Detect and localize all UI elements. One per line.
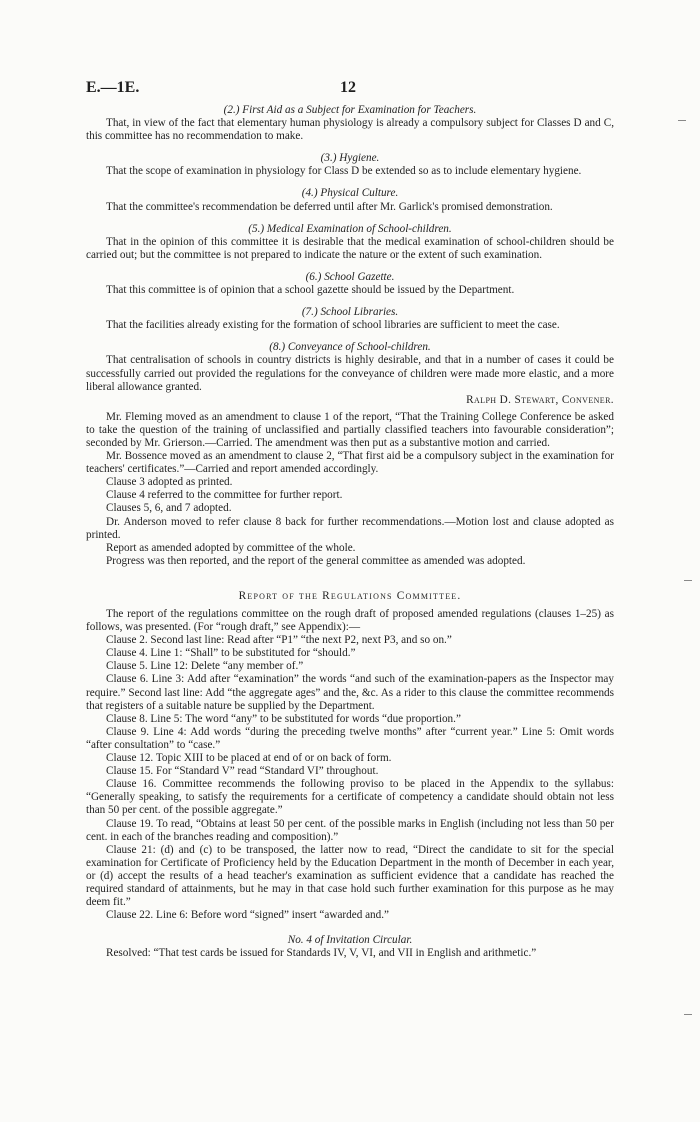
paragraph-clause-21: Clause 21: (d) and (c) to be transposed, the latter now to read, “Direct the candidate to sit for the special examination for Certificate of Proficiency held by the Education Department in the month of December in each year, or (d) accept the results of a head teacher's examination as sufficient evidence that a candidate has reached the required standard of attainments, but he may in that case hold such further examination for this purpose as he may deem fit.” [86,843,614,909]
paragraph-school-libraries: That the facilities already existing for the formation of school libraries are sufficient to meet the case. [106,319,560,332]
line-clause-4: Clause 4 referred to the committee for further report. [106,489,343,502]
paragraph-regulations-intro: The report of the regulations committee on the rough draft of proposed amended regulations (clauses 1–25) as follows, was presented. (For “rough draft,” see Appendix):— [86,608,614,634]
heading-school-gazette: (6.) School Gazette. [305,270,395,283]
paragraph-hygiene: That the scope of examination in physiology for Class D be extended so as to include elementary hygiene. [106,165,582,178]
paragraph-conveyance: That centralisation of schools in country districts is highly desirable, and that in a number of cases it could be successfully carried out provided the regulations for the conveyance of children were made more elastic, and a more liberal allowance granted. [86,354,614,393]
line-clause-12: Clause 12. Topic XIII to be placed at end of or on back of form. [106,752,392,765]
paragraph-physical-culture: That the committee's recommendation be deferred until after Mr. Garlick's promised demonstration. [106,200,553,213]
document-body [86,104,614,960]
margin-mark-middle [684,580,692,581]
heading-hygiene: (3.) Hygiene. [320,152,380,165]
heading-school-libraries: (7.) School Libraries. [301,306,399,319]
heading-first-aid: (2.) First Aid as a Subject for Examination for Teachers. [223,104,477,116]
paragraph-school-gazette: That this committee is of opinion that a school gazette should be issued by the Department. [106,284,515,297]
margin-mark-top [678,120,686,121]
paragraph-fleming-amendment: Mr. Fleming moved as an amendment to clause 1 of the report, “That the Training College Conference be asked to take the question of the training of unclassified and partially classified teachers into favourable consideration”; seconded by Mr. Grierson.—Carried. The amendment was then put as a substantive motion and carried. [86,410,614,449]
signature-convener: Ralph D. Stewart, Convener. [466,393,614,406]
line-clause-2: Clause 2. Second last line: Read after “P1” “the next P2, next P3, and so on.” [106,634,452,647]
paragraph-clause-6: Clause 6. Line 3: Add after “examination” the words “and such of the examination-papers as the Inspector may require.” Second last line: Add “the aggregate ages” and the, &c. As a rider to this clause the committee recommends that registers of a suitable nature be supplied by the Department. [86,673,614,712]
line-clause-8: Clause 8. Line 5: The word “any” to be substituted for words “due proportion.” [106,712,461,725]
line-clause-3: Clause 3 adopted as printed. [106,476,233,489]
paragraph-clause-9: Clause 9. Line 4: Add words “during the preceding twelve months” after “current year.” Line 5: Omit words “after consultation” to “case.” [86,725,614,751]
heading-physical-culture: (4.) Physical Culture. [301,187,399,200]
paragraph-clause-16: Clause 16. Committee recommends the following proviso to be placed in the Appendix to the syllabus: “Generally speaking, to satisfy the requirements for a certificate of competency a candidate should obtain not less than 50 per cent. of the possible aggregate.” [86,778,614,817]
line-clause-5: Clause 5. Line 12: Delete “any member of.” [106,660,304,673]
paragraph-progress-reported: Progress was then reported, and the report of the general committee as amended was adopted. [106,554,526,567]
heading-invitation-circular: No. 4 of Invitation Circular. [287,934,413,947]
paragraph-clause-19: Clause 19. To read, “Obtains at least 50 per cent. of the possible marks in English (including not less than 50 per cent. in each of the branches reading and composition).” [86,817,614,843]
line-report-adopted: Report as amended adopted by committee of the whole. [106,541,356,554]
line-clauses-5-7: Clauses 5, 6, and 7 adopted. [106,502,232,515]
margin-mark-bottom [684,1014,692,1015]
paragraph-first-aid: That, in view of the fact that elementary human physiology is already a compulsory subject for Classes D and C, this committee has no recommendation to make. [86,117,614,143]
heading-conveyance: (8.) Conveyance of School-children. [269,341,431,354]
line-clause-15: Clause 15. For “Standard V” read “Standard VI” throughout. [106,765,379,778]
page-number: 12 [340,79,356,96]
heading-medical-examination: (5.) Medical Examination of School-children. [248,222,452,235]
section-heading-regulations: Report of the Regulations Committee. [238,589,462,602]
line-clause-4-regs: Clause 4. Line 1: “Shall” to be substituted for “should.” [106,647,356,660]
document-reference: E.—1E. [86,79,140,96]
paragraph-bossence-amendment: Mr. Bossence moved as an amendment to clause 2, “That first aid be a compulsory subject in the examination for teachers' certificates.”—Carried and report amended accordingly. [86,450,614,476]
paragraph-resolved: Resolved: “That test cards be issued for Standards IV, V, VI, and VII in English and arithmetic.” [106,947,537,960]
paragraph-medical-examination: That in the opinion of this committee it is desirable that the medical examination of school-children should be carried out; but the committee is not prepared to indicate the nature or the extent of such examination. [86,235,614,261]
line-clause-22: Clause 22. Line 6: Before word “signed” insert “awarded and.” [106,909,390,922]
paragraph-anderson-motion: Dr. Anderson moved to refer clause 8 back for further recommendations.—Motion lost and clause adopted as printed. [86,515,614,541]
running-head [86,79,614,99]
